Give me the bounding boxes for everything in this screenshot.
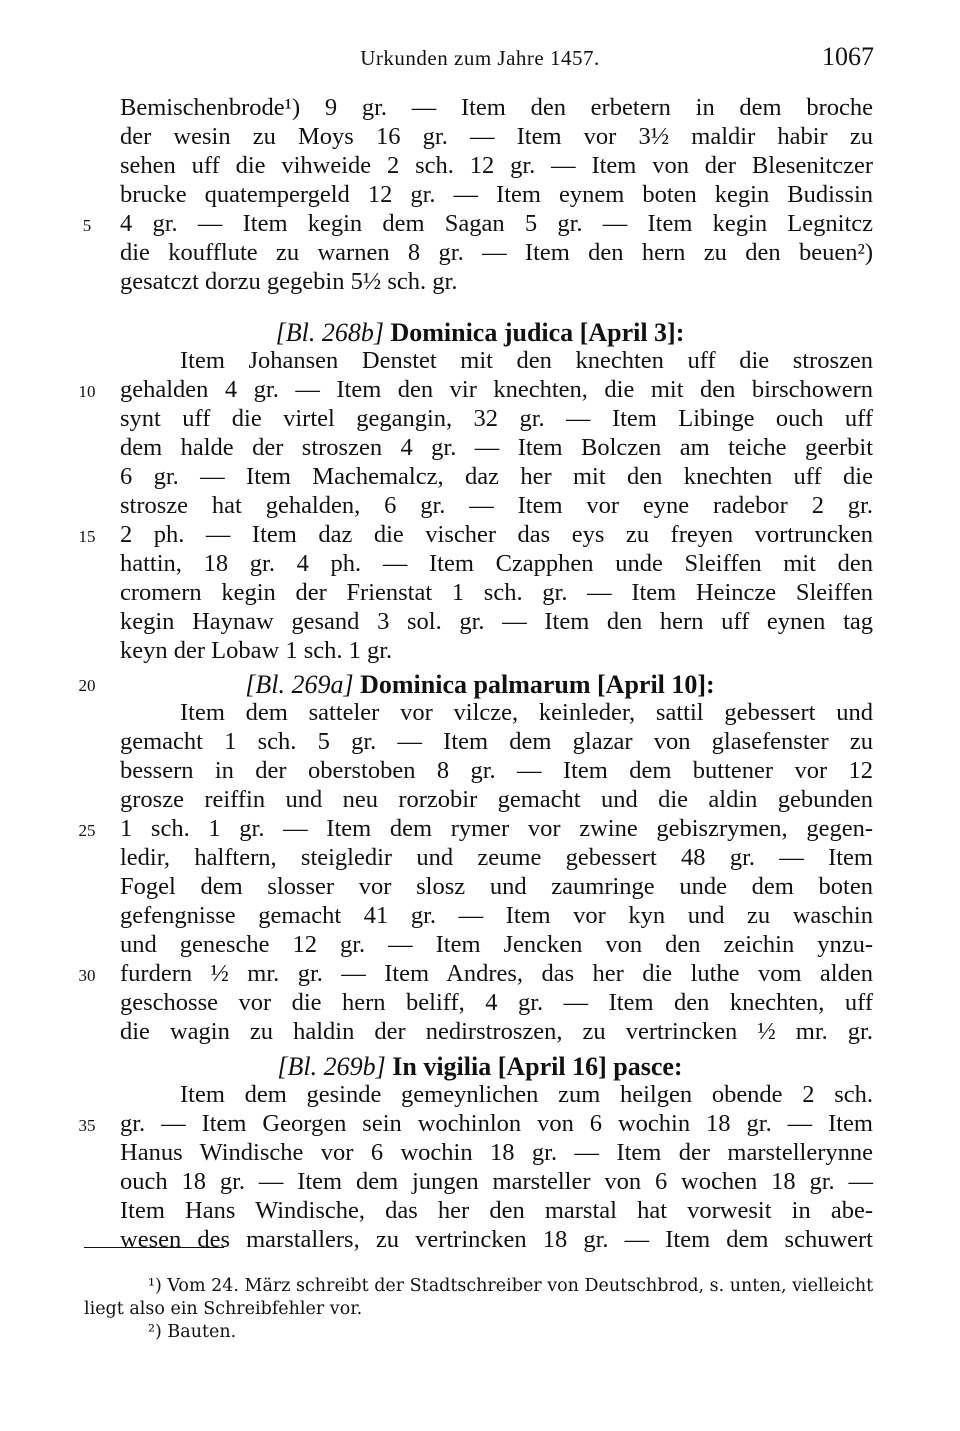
running-title: Urkunden zum Jahre 1457. (360, 46, 600, 70)
text-line: bessern in der oberstoben 8 gr. — Item dem buttener vor 12 (120, 757, 873, 784)
section-heading (0, 670, 960, 700)
text-line: keyn der Lobaw 1 sch. 1 gr. (120, 637, 393, 664)
text-line: dem halde der stroszen 4 gr. — Item Bolczen am teiche geerbit (120, 434, 873, 461)
line-number: 5 (82, 216, 92, 235)
text-line: sehen uff die vihweide 2 sch. 12 gr. — Item von der Blesenitczer (120, 152, 873, 179)
text-line: kegin Haynaw gesand 3 sol. gr. — Item den hern uff eynen tag (120, 608, 873, 635)
text-line: der wesin zu Moys 16 gr. — Item vor 3½ maldir habir zu (120, 123, 873, 150)
text-line: Item Johansen Denstet mit den knechten uff die stroszen (180, 347, 873, 374)
text-line: grosze reiffin und neu rorzobir gemacht und die aldin gebunden (120, 786, 873, 813)
line-number: 30 (78, 966, 96, 985)
text-line: furdern ½ mr. gr. — Item Andres, das her die luthe vom alden (120, 960, 873, 987)
text-line: die koufflute zu warnen 8 gr. — Item den hern zu den beuen²) (120, 239, 873, 266)
text-line: gefengnisse gemacht 41 gr. — Item vor kyn und zu waschin (120, 902, 873, 929)
text-line: 4 gr. — Item kegin dem Sagan 5 gr. — Item kegin Legnitcz (120, 210, 873, 237)
text-line: gesatczt dorzu gegebin 5½ sch. gr. (120, 268, 458, 295)
section-heading (0, 318, 960, 348)
section-title: Dominica palmarum [April 10]: (360, 670, 715, 699)
text-line: Fogel dem slosser vor slosz und zaumringe unde dem boten (120, 873, 873, 900)
line-number: 35 (78, 1116, 96, 1135)
section-heading (0, 1052, 960, 1082)
text-line: 1 sch. 1 gr. — Item dem rymer vor zwine gebiszrymen, gegen- (120, 815, 873, 842)
page-number: 1067 (822, 42, 874, 71)
footnote-continuation: liegt also ein Schreibfehler vor. (84, 1299, 363, 1319)
text-line: Item dem satteler vor vilcze, keinleder, sattil gebessert und (180, 699, 873, 726)
text-line: wesen des marstallers, zu vertrincken 18 gr. — Item dem schuwert (120, 1226, 873, 1253)
text-line: ledir, halftern, steigledir und zeume gebessert 48 gr. — Item (120, 844, 873, 871)
text-line: Item Hans Windische, das her den marstal hat vorwesit in abe- (120, 1197, 873, 1224)
folio-reference: [Bl. 268b] (275, 318, 384, 347)
text-line: synt uff die virtel gegangin, 32 gr. — Item Libinge ouch uff (120, 405, 873, 432)
text-line: geschosse vor die hern beliff, 4 gr. — Item den knechten, uff (120, 989, 873, 1016)
text-line: cromern kegin der Frienstat 1 sch. gr. — Item Heincze Sleiffen (120, 579, 873, 606)
text-line: 2 ph. — Item daz die vischer das eys zu freyen vortruncken (120, 521, 873, 548)
line-number: 15 (78, 527, 96, 546)
text-line: strosze hat gehalden, 6 gr. — Item vor eyne radebor 2 gr. (120, 492, 873, 519)
text-line: ouch 18 gr. — Item dem jungen marsteller von 6 wochen 18 gr. — (120, 1168, 873, 1195)
footnote: ²) Bauten. (148, 1322, 237, 1342)
footnote: ¹) Vom 24. März schreibt der Stadtschreiber von Deutschbrod, s. unten, vielleicht (148, 1276, 874, 1296)
text-line: die wagin zu haldin der nedirstroszen, zu vertrincken ½ mr. gr. (120, 1018, 873, 1045)
text-line: Hanus Windische vor 6 wochin 18 gr. — Item der marstellerynne (120, 1139, 873, 1166)
line-number: 10 (78, 382, 96, 401)
text-line: Item dem gesinde gemeynlichen zum heilgen obende 2 sch. (180, 1081, 873, 1108)
text-line: hattin, 18 gr. 4 ph. — Item Czapphen unde Sleiffen mit den (120, 550, 873, 577)
text-line: 6 gr. — Item Machemalcz, daz her mit den knechten uff die (120, 463, 873, 490)
text-line: Bemischenbrode¹) 9 gr. — Item den erbetern in dem broche (120, 94, 873, 121)
section-title: Dominica judica [April 3]: (390, 318, 685, 347)
folio-reference: [Bl. 269b] (277, 1052, 386, 1081)
line-number: 20 (78, 676, 96, 695)
text-line: brucke quatempergeld 12 gr. — Item eynem boten kegin Budissin (120, 181, 873, 208)
line-number: 25 (78, 821, 96, 840)
text-line: gehalden 4 gr. — Item den vir knechten, die mit den birschowern (120, 376, 873, 403)
section-title: In vigilia [April 16] pasce: (392, 1052, 683, 1081)
folio-reference: [Bl. 269a] (245, 670, 354, 699)
footnote-rule (84, 1247, 224, 1248)
text-line: gr. — Item Georgen sein wochinlon von 6 wochin 18 gr. — Item (120, 1110, 873, 1137)
text-line: gemacht 1 sch. 5 gr. — Item dem glazar von glasefenster zu (120, 728, 873, 755)
text-line: und genesche 12 gr. — Item Jencken von den zeichin ynzu- (120, 931, 873, 958)
